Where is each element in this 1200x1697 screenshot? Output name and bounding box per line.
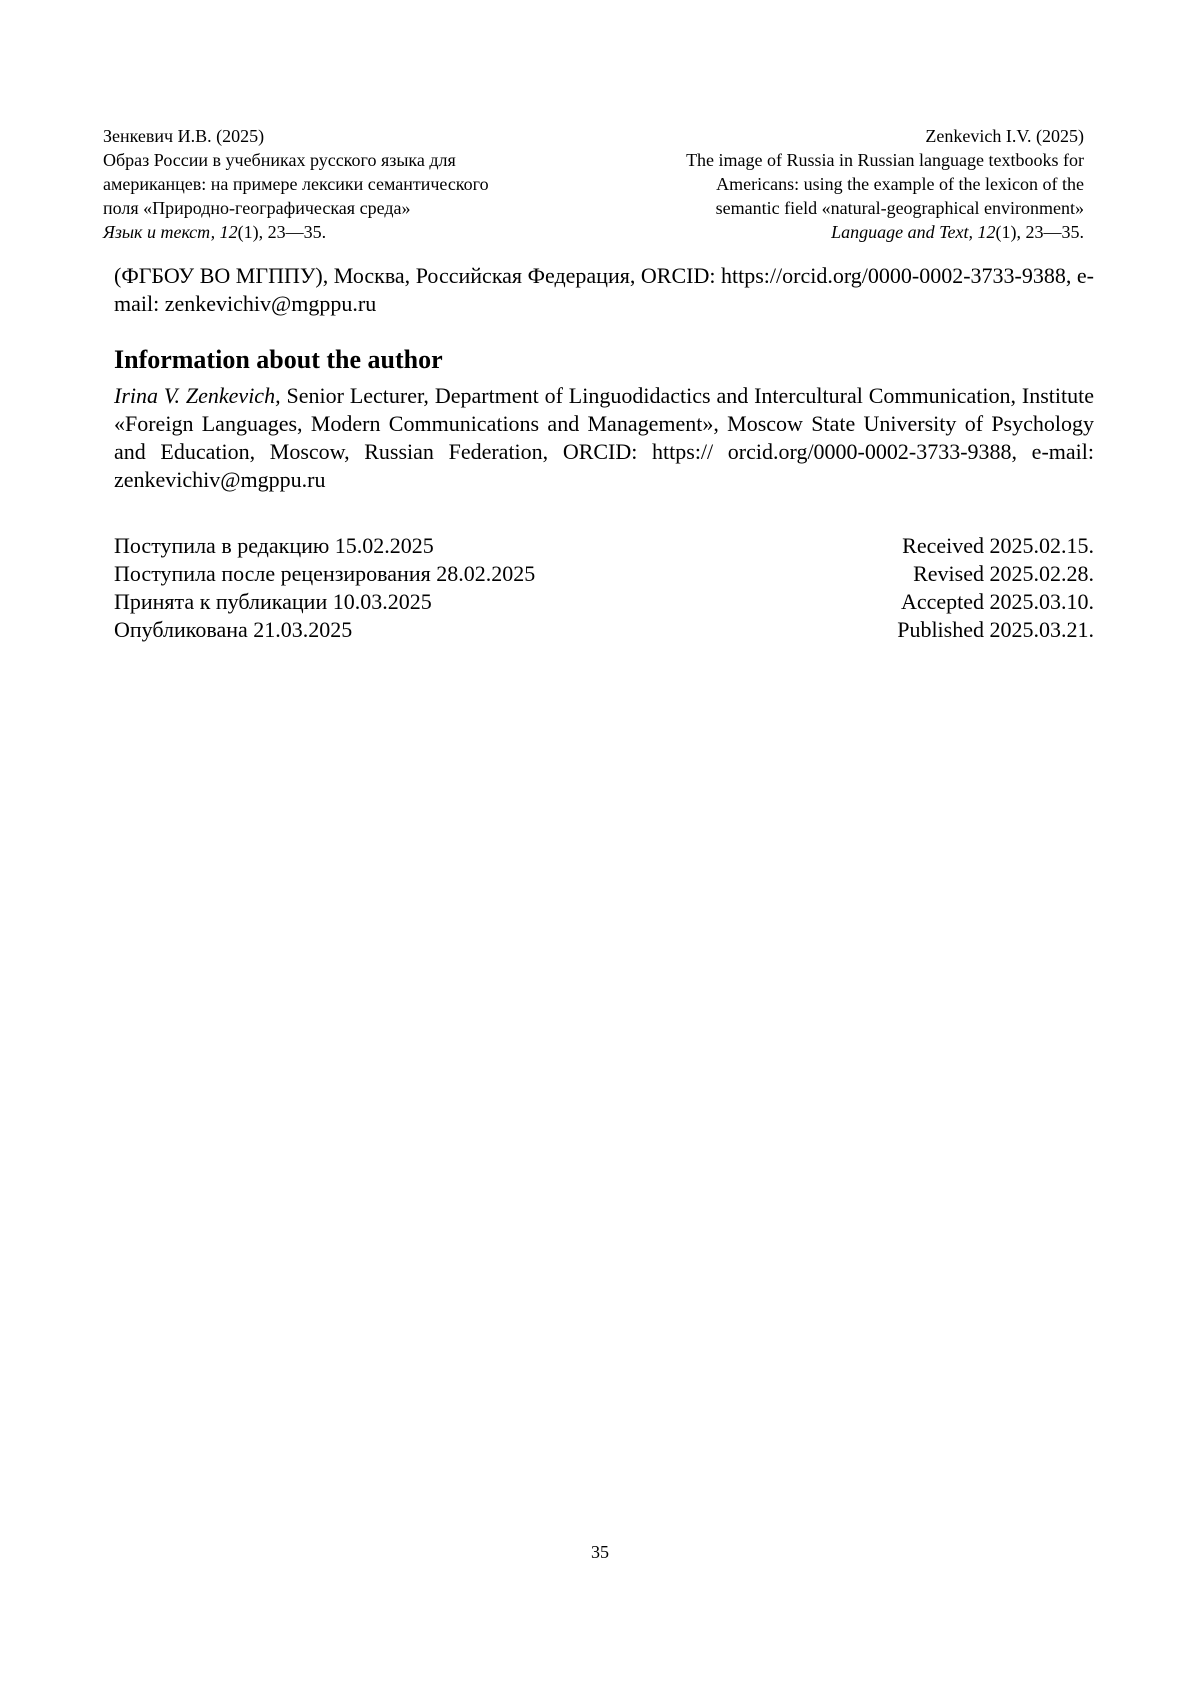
date-ru: Принята к публикации 10.03.2025 [114,589,432,614]
date-ru: Поступила в редакцию 15.02.2025 [114,533,434,558]
date-row-revised [114,560,1094,588]
rh-ru-title-line: Образ России в учебниках русского языка для [103,150,456,170]
rh-en-title-line: Americans: using the example of the lexicon of the [716,174,1084,194]
running-header [103,124,1084,244]
rh-en-author-year: Zenkevich I.V. (2025) [925,126,1084,146]
rh-ru-title-line: поля «Природно-географическая среда» [103,198,411,218]
running-header-english [614,124,1084,244]
date-en: Revised 2025.02.28. [913,561,1094,586]
date-en: Published 2025.03.21. [897,617,1094,642]
date-ru: Опубликована 21.03.2025 [114,617,353,642]
rh-ru-author-year: Зенкевич И.В. (2025) [103,126,265,146]
rh-en-journal: Language and Text, [831,222,973,242]
date-en: Accepted 2025.03.10. [900,589,1094,614]
date-en: Received 2025.02.15. [902,533,1094,558]
rh-ru-volume: 12 [219,222,238,242]
rh-ru-title-line: американцев: на примере лексики семантического [103,174,489,194]
page-number: 35 [591,1542,609,1562]
rh-en-title-line: The image of Russia in Russian language textbooks for [686,150,1084,170]
rh-ru-citation [103,220,573,244]
rh-en-issue-pages: (1), 23—35. [995,222,1084,242]
running-header-russian [103,124,573,244]
rh-en-title-line: semantic field «natural-geographical environment» [715,198,1084,218]
affiliation-continuation: (ФГБОУ ВО МГППУ), Москва, Российская Федерация, ORCID: https://orcid.org/0000-0002-3733-9388, e-mail: zenkevichiv@mgppu.ru [114,263,1094,316]
date-row-received [114,532,1094,560]
date-row-published [114,616,1094,644]
section-heading: Information about the author [114,345,443,374]
author-info-paragraph [114,382,1094,494]
date-row-accepted [114,588,1094,616]
date-ru: Поступила после рецензирования 28.02.2025 [114,561,536,586]
rh-ru-issue-pages: (1), 23—35. [237,222,327,242]
rh-en-volume: 12 [977,222,996,242]
rh-en-citation [614,220,1084,244]
author-details: Senior Lecturer, Department of Linguodidactics and Intercultural Communication, Institute «Foreign Languages, Modern Communications and Management», Moscow State University of Psychology and Education, Moscow, Russian Federation, ORCID: https:// orcid.org/0000-0002-3733-9388, e-mail: zenkevichiv@mgppu.ru [114,383,1094,492]
rh-ru-journal: Язык и текст, [103,222,216,242]
publication-dates [114,532,1094,644]
author-name: Irina V. Zenkevich, [114,383,281,408]
